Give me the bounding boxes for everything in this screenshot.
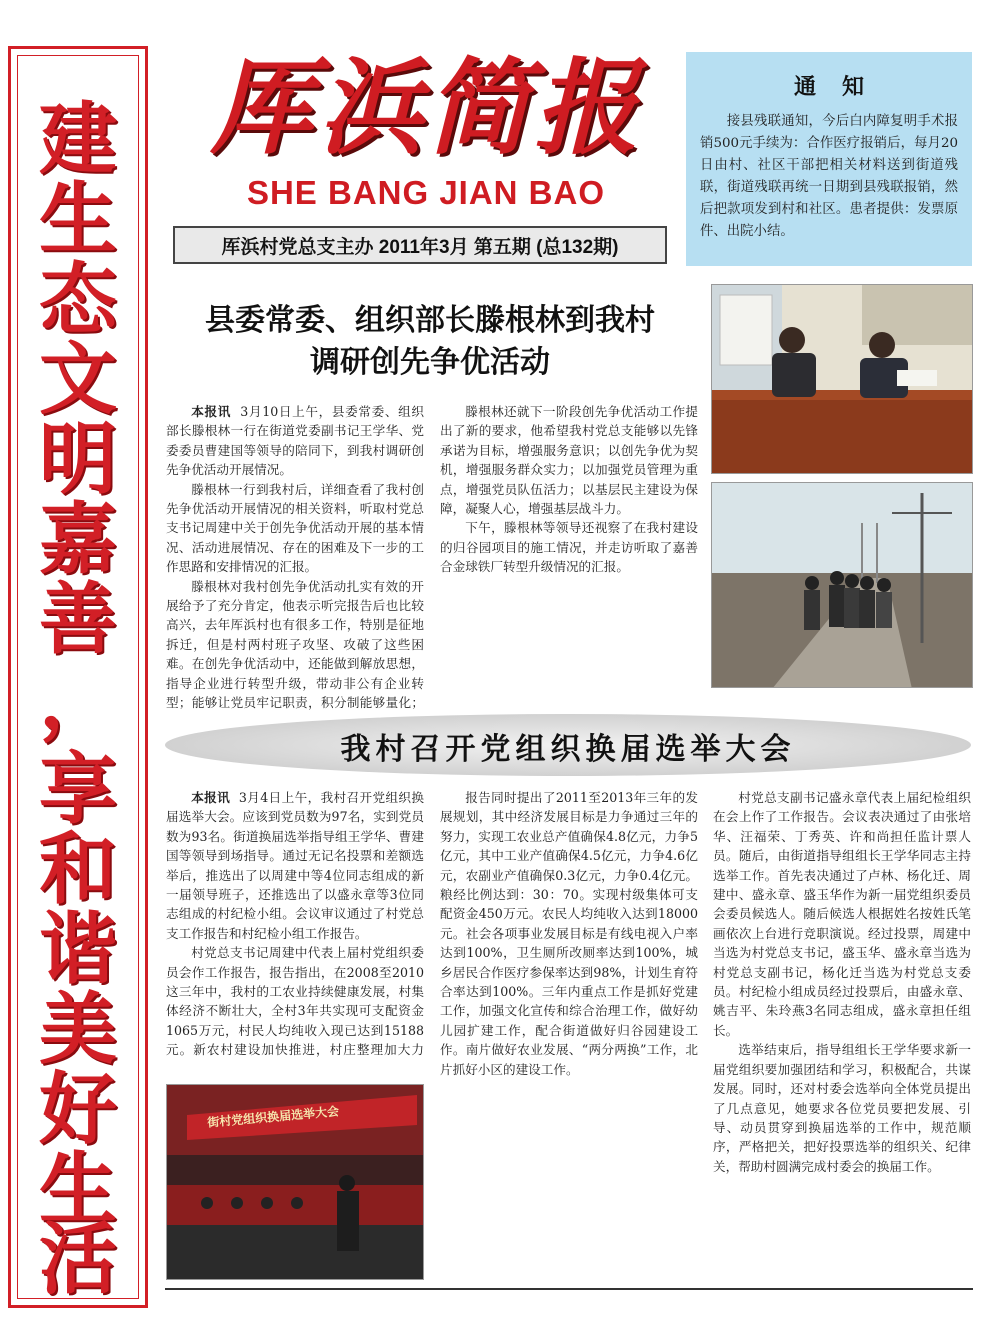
article2-column-2: [440, 788, 698, 1282]
masthead-pinyin: SHE BANG JIAN BAO: [246, 174, 606, 211]
article2-headline: 我村召开党组织换届选举大会: [340, 732, 796, 767]
article1-lead: 本报讯: [191, 404, 231, 419]
article1-headline-line1: 县委常委、组织部长滕根林到我村: [205, 303, 655, 338]
field-visit-photo-image: [712, 483, 973, 688]
masthead-title: 厍浜简报: [209, 46, 642, 169]
article2-p3: 报告同时提出了2011至2013年三年的发展规划，其中经济发展目标是力争通过三年的努力，实现工农业总产值确保4.8亿元，力争5亿元，其中工业产值确保4.5亿元，力争4.6亿元，农副业产值确保0.3亿元，力争0.4亿元。粮经比例达到：30：70。实现村级集体可支配资金450万元。农民人均纯收入达到18000元。社会各项事业发展目标是有线电视入户率达到100%，卫生厕所改厕率达到100%，城乡居民合作医疗参保率达到98%，计划生育符合率达到100%。三年内重点工作是抓好党建工作，加强文化宣传和综合治理工作，做好幼儿园扩建工作，配合街道做好归谷园建设工作。南片做好农业发展、“两分两换”工作，北片抓好小区的建设工作。: [440, 790, 698, 1077]
article2-lead: 本报讯: [191, 790, 231, 805]
slogan-char: 和: [38, 824, 117, 915]
article2-p4: 村党总支副书记盛永章代表上届纪检组织在会上作了工作报告。会议表决通过了由张培华、汪福荣、丁秀英、许和尚担任监计票人员。随后，由街道指导组组长王学华同志主持选举工作。首先表决通过了卢林、杨化迁、周建中、盛永章、盛玉华作为新一届党组织委员会委员候选人。随后候选人根据姓名按姓氏笔画依次上台进行竞职演说。经过投票，周建中当选为村党总支书记，盛玉华、盛永章当选为村党总支副书记，杨化迁当选为村党总支委员。村纪检小组成员经过投票后，由盛永章、姚吉平、朱玲燕3名同志组成，盛永章担任组长。: [713, 790, 971, 1038]
article1-p3: 滕根林对我村创先争优活动扎实有效的开展给予了充分肯定，他表示听完报告后也比较高兴，去年厍浜村也有很多工作，特别是征地拆迁，但是村两村班子攻坚、攻破了这些困难。在创先争优活动中，还能做到解放思想，指导企业进行转型升级，带动非公有企业转型；能够让党员牢记职责，积分制能够量化；: [166, 578, 424, 711]
slogan-panel: [8, 46, 148, 1308]
slogan-char: 态: [38, 254, 117, 345]
meeting-photo-image: [712, 285, 973, 474]
election-meeting-photo: [166, 1084, 424, 1280]
article1-column-right: [440, 402, 698, 692]
article1-p1: 3月10日上午，县委常委、组织部长滕根林一行在街道党委副书记王学华、党委委员曹建国等领导的陪同下，到我村调研创先争优活动开展情况。: [166, 404, 424, 478]
article2-p1: 3月4日上午，我村召开党组织换届选举大会。应该到党员数为97名，实到党员数为93名。街道换届选举指导组王学华、曹建国等领导到场指导。通过无记名投票和差额选举后，推选出了以周建中等4位同志组成的新一届领导班子，还推选出了以盛永章等3位同志组成的村纪检小组。会议审议通过了村党总支工作报告和村纪检小组工作报告。: [166, 790, 424, 941]
slogan-char: ，: [38, 654, 117, 745]
slogan-char: 生: [38, 1144, 117, 1235]
notice-box: [686, 52, 972, 266]
slogan-char: 文: [38, 334, 117, 425]
issue-bar: 厍浜村党总支主办 2011年3月 第五期 (总132期): [173, 226, 667, 264]
election-banner-text: 街村党组织换届选举大会: [206, 1104, 340, 1130]
article2-column-1: [166, 788, 424, 1060]
article1-paragraph: [166, 402, 424, 480]
slogan-char: 好: [38, 1064, 117, 1155]
article1-p2: 滕根林一行到我村后，详细查看了我村创先争优活动开展情况的相关资料，听取村党总支书记周建中关于创先争优活动开展的基本情况、活动进展情况、存在的困难及下一步的工作思路和安排情况的汇报。: [166, 481, 424, 575]
slogan-char: 建: [38, 94, 117, 185]
bottom-rule: [165, 1288, 973, 1290]
slogan-char: 美: [38, 984, 117, 1075]
slogan-char: 活: [38, 1214, 117, 1305]
slogan-char: 生: [38, 174, 117, 265]
field-visit-photo: [711, 482, 973, 688]
article2-column-3: [713, 788, 971, 1282]
slogan-char: 明: [38, 414, 117, 505]
article1-column-left: [166, 402, 424, 712]
meeting-photo: [711, 284, 973, 474]
article1-p5: 下午，滕根林等领导还视察了在我村建设的归谷园项目的施工情况，并走访听取了嘉善合金球铁厂转型升级情况的汇报。: [440, 520, 698, 575]
article1-headline-line2: 调研创先争优活动: [310, 345, 550, 380]
notice-title: 通知: [793, 74, 890, 100]
slogan-char: 享: [38, 744, 117, 835]
article2-p5: 选举结束后，指导组组长王学华要求新一届党组织要加强团结和学习，积极配合，共谋发展。同时，还对村委会选举向全体党员提出了几点意见，她要求各位党员要把发展、引导、动员贯穿到换届选举的工作中，规范顺序，严格把关，把好投票选举的组织关、纪律关，帮助村圆满完成村委会的换届工作。: [713, 1042, 971, 1174]
article1-headline: [180, 300, 680, 384]
article1-p4: 滕根林还就下一阶段创先争优活动工作提出了新的要求，他希望我村党总支能够以先锋承诺为目标，增强服务意识；以创先争优为契机，增强服务群众实力；以加强党员管理为重点，增强党员队伍活力；以基层民主建设为保障，凝聚人心，增强基层战斗力。: [440, 404, 698, 517]
article2-p2: 村党总支书记周建中代表上届村党组织委员会作工作报告，报告指出，在2008至2010这三年中，我村的工农业持续健康发展，村集体经济不断壮大，全村3年共实现可支配资金1065万元，村民人均纯收入现已达到15188元。新农村建设加快推进，村庄整理加大力: [166, 945, 424, 1058]
article2-paragraph: [166, 788, 424, 943]
slogan-char: 善: [38, 574, 117, 665]
slogan-char: 谐: [38, 904, 117, 995]
slogan-char: 嘉: [38, 494, 117, 585]
notice-body: 接县残联通知，今后白内障复明手术报销500元手续为：合作医疗报销后，每月20日由村、社区干部把相关材料送到街道残联，街道残联再统一日期到县残联报销，然后把款项发到村和社区。患者提供：发票原件、出院小结。: [700, 114, 958, 239]
